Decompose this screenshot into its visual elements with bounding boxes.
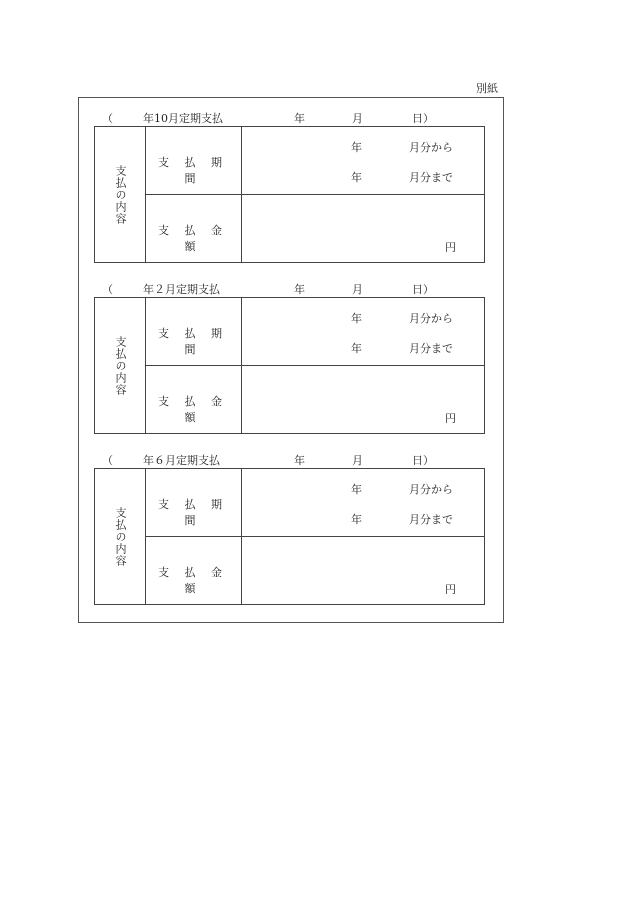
period-to-year[interactable]: 年 <box>351 513 362 526</box>
amount-yen[interactable]: 円 <box>445 412 456 425</box>
period-label: 支 払 期 間 <box>158 327 228 356</box>
payment-table <box>94 297 485 434</box>
payment-form <box>78 97 504 623</box>
amount-yen[interactable]: 円 <box>445 583 456 596</box>
period-label: 支 払 期 間 <box>158 498 228 527</box>
section-title: 年２月定期支払 <box>143 283 220 296</box>
period-to[interactable]: 月分まで <box>409 171 453 184</box>
section-header <box>94 98 486 126</box>
header-month: 月 <box>352 283 363 296</box>
payment-section-june <box>94 440 486 605</box>
period-from[interactable]: 月分から <box>409 141 453 154</box>
header-day: 日） <box>412 112 434 125</box>
period-to[interactable]: 月分まで <box>409 513 453 526</box>
period-to[interactable]: 月分まで <box>409 342 453 355</box>
side-label: 支払の内容 <box>114 506 127 567</box>
paren-open: （ <box>102 112 113 125</box>
period-from[interactable]: 月分から <box>409 312 453 325</box>
amount-label: 支 払 金 額 <box>158 395 228 424</box>
period-from-year[interactable]: 年 <box>351 141 362 154</box>
payment-table <box>94 468 485 605</box>
payment-section-october <box>94 98 486 263</box>
amount-label: 支 払 金 額 <box>158 224 228 253</box>
period-from-year[interactable]: 年 <box>351 312 362 325</box>
header-day: 日） <box>412 454 434 467</box>
header-year: 年 <box>294 112 305 125</box>
amount-label: 支 払 金 額 <box>158 566 228 595</box>
header-month: 月 <box>352 454 363 467</box>
section-header <box>94 269 486 297</box>
paren-open: （ <box>102 454 113 467</box>
side-label: 支払の内容 <box>114 164 127 225</box>
amount-yen[interactable]: 円 <box>445 241 456 254</box>
header-year: 年 <box>294 283 305 296</box>
period-from[interactable]: 月分から <box>409 483 453 496</box>
section-header <box>94 440 486 468</box>
period-label: 支 払 期 間 <box>158 156 228 185</box>
header-day: 日） <box>412 283 434 296</box>
annex-label: 別紙 <box>476 82 498 95</box>
payment-section-february <box>94 269 486 434</box>
period-from-year[interactable]: 年 <box>351 483 362 496</box>
paren-open: （ <box>102 283 113 296</box>
payment-table <box>94 126 485 263</box>
side-label: 支払の内容 <box>114 335 127 396</box>
header-year: 年 <box>294 454 305 467</box>
period-to-year[interactable]: 年 <box>351 171 362 184</box>
section-title: 年６月定期支払 <box>143 454 220 467</box>
period-to-year[interactable]: 年 <box>351 342 362 355</box>
section-title: 年10月定期支払 <box>143 112 223 125</box>
header-month: 月 <box>352 112 363 125</box>
